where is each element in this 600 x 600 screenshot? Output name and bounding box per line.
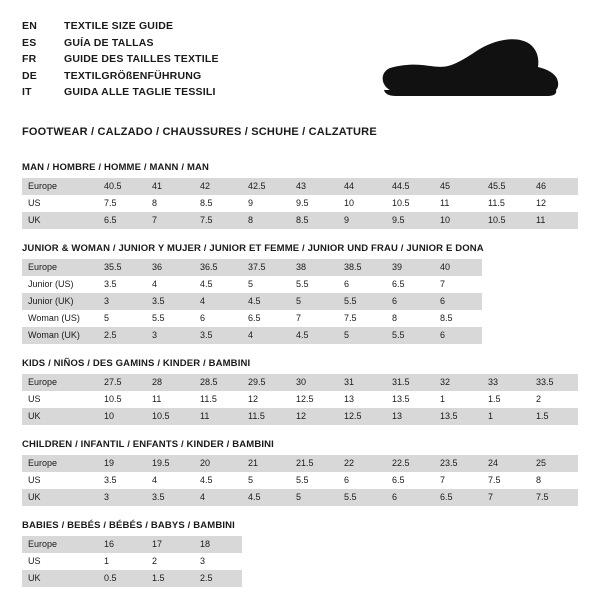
language-guide-title: GUIDA ALLE TAGLIE TESSILI: [64, 86, 216, 98]
row-label: UK: [22, 408, 98, 425]
size-table: [22, 455, 578, 506]
language-code: EN: [22, 20, 37, 32]
size-cell: [290, 536, 338, 553]
row-label: Woman (US): [22, 310, 98, 327]
size-cell: 10: [338, 195, 386, 212]
size-cell: 31: [338, 374, 386, 391]
row-label: US: [22, 195, 98, 212]
size-section-children: [22, 439, 578, 506]
size-cell: 4.5: [290, 327, 338, 344]
size-cell: 44: [338, 178, 386, 195]
table-row: [22, 472, 578, 489]
row-label: Europe: [22, 374, 98, 391]
size-cell: 24: [482, 455, 530, 472]
size-cell: 39: [386, 259, 434, 276]
size-cell: 5: [338, 327, 386, 344]
size-cell: 2: [146, 553, 194, 570]
size-cell: 10: [434, 212, 482, 229]
row-label: Europe: [22, 259, 98, 276]
size-cell: [482, 293, 530, 310]
size-cell: [338, 553, 386, 570]
size-cell: 7.5: [194, 212, 242, 229]
size-cell: [386, 536, 434, 553]
size-cell: 5: [98, 310, 146, 327]
size-cell: 11: [530, 212, 578, 229]
section-title: MAN / HOMBRE / HOMME / MANN / MAN: [22, 162, 210, 173]
size-cell: 3: [98, 489, 146, 506]
size-cell: [482, 310, 530, 327]
size-cell: 45: [434, 178, 482, 195]
size-cell: 27.5: [98, 374, 146, 391]
size-cell: 22.5: [386, 455, 434, 472]
size-cell: 6: [434, 327, 482, 344]
language-row: [22, 68, 219, 85]
size-table: [22, 536, 578, 587]
size-table: [22, 374, 578, 425]
size-cell: 6.5: [98, 212, 146, 229]
size-cell: 16: [98, 536, 146, 553]
page-header: [22, 18, 578, 112]
size-cell: 10.5: [98, 391, 146, 408]
table-row: [22, 536, 578, 553]
size-cell: 2.5: [194, 570, 242, 587]
size-cell: [482, 536, 530, 553]
row-label: US: [22, 472, 98, 489]
size-cell: 6: [386, 489, 434, 506]
size-cell: 1.5: [530, 408, 578, 425]
size-cell: 7.5: [482, 472, 530, 489]
size-cell: 33: [482, 374, 530, 391]
size-cell: [530, 310, 578, 327]
size-cell: 8: [146, 195, 194, 212]
size-cell: 8: [386, 310, 434, 327]
table-row: [22, 553, 578, 570]
size-cell: 41: [146, 178, 194, 195]
language-guide-title: GUÍA DE TALLAS: [64, 36, 154, 49]
size-cell: 31.5: [386, 374, 434, 391]
size-cell: 11.5: [194, 391, 242, 408]
size-cell: 3.5: [194, 327, 242, 344]
size-cell: 6: [338, 472, 386, 489]
size-cell: 29.5: [242, 374, 290, 391]
size-cell: [482, 570, 530, 587]
language-guide-title: TEXTILGRÖßENFÜHRUNG: [64, 69, 202, 82]
size-cell: 4.5: [194, 472, 242, 489]
size-cell: 21: [242, 455, 290, 472]
size-cell: 4: [146, 276, 194, 293]
section-title: BABIES / BEBÉS / BÉBÉS / BABYS / BAMBINI: [22, 520, 235, 531]
size-cell: 8.5: [434, 310, 482, 327]
row-label: Europe: [22, 455, 98, 472]
size-cell: 3.5: [146, 293, 194, 310]
size-cell: 0.5: [98, 570, 146, 587]
language-row: [22, 18, 219, 35]
size-cell: 1.5: [146, 570, 194, 587]
table-row: [22, 212, 578, 229]
size-cell: 3.5: [146, 489, 194, 506]
size-cell: 38.5: [338, 259, 386, 276]
size-cell: [530, 536, 578, 553]
size-cell: 3: [98, 293, 146, 310]
table-row: [22, 178, 578, 195]
size-cell: 7: [434, 276, 482, 293]
size-cell: 9.5: [290, 195, 338, 212]
language-code: DE: [22, 69, 37, 82]
section-title: CHILDREN / INFANTIL / ENFANTS / KINDER / BAMBINI: [22, 439, 274, 450]
size-cell: 18: [194, 536, 242, 553]
row-label: UK: [22, 212, 98, 229]
size-cell: 3.5: [98, 472, 146, 489]
size-cell: 43: [290, 178, 338, 195]
row-label: Europe: [22, 178, 98, 195]
table-row: [22, 259, 578, 276]
size-cell: 37.5: [242, 259, 290, 276]
size-cell: 6.5: [242, 310, 290, 327]
size-cell: 6: [386, 293, 434, 310]
size-cell: 13.5: [386, 391, 434, 408]
row-label: UK: [22, 489, 98, 506]
size-cell: 1: [482, 408, 530, 425]
size-cell: 6: [194, 310, 242, 327]
size-cell: 33.5: [530, 374, 578, 391]
language-row: [22, 84, 219, 101]
size-cell: 25: [530, 455, 578, 472]
size-cell: 4.5: [194, 276, 242, 293]
size-cell: 7: [434, 472, 482, 489]
row-label: Junior (US): [22, 276, 98, 293]
size-cell: 4.5: [242, 489, 290, 506]
size-cell: 5.5: [146, 310, 194, 327]
size-cell: 5.5: [338, 293, 386, 310]
size-cell: 7.5: [530, 489, 578, 506]
size-cell: 38: [290, 259, 338, 276]
size-cell: 4: [242, 327, 290, 344]
language-row: [22, 51, 219, 68]
table-row: [22, 489, 578, 506]
size-cell: 8.5: [290, 212, 338, 229]
size-cell: 5: [290, 489, 338, 506]
size-cell: 28.5: [194, 374, 242, 391]
language-guide-title: GUIDE DES TAILLES TEXTILE: [64, 53, 219, 65]
size-table: [22, 178, 578, 229]
size-cell: 6: [338, 276, 386, 293]
size-cell: 3: [146, 327, 194, 344]
language-code: IT: [22, 86, 32, 98]
size-cell: [290, 570, 338, 587]
size-cell: 12: [530, 195, 578, 212]
size-cell: 4: [194, 293, 242, 310]
size-cell: 10: [98, 408, 146, 425]
size-cell: 7.5: [98, 195, 146, 212]
size-cell: 5: [242, 276, 290, 293]
size-cell: [482, 276, 530, 293]
size-cell: 8: [242, 212, 290, 229]
table-row: [22, 408, 578, 425]
size-cell: 5.5: [290, 276, 338, 293]
size-cell: [530, 570, 578, 587]
size-cell: 46: [530, 178, 578, 195]
size-cell: 8.5: [194, 195, 242, 212]
row-label: US: [22, 391, 98, 408]
dress-shoe-icon: [360, 34, 560, 112]
category-title: FOOTWEAR / CALZADO / CHAUSSURES / SCHUHE / CALZATURE: [22, 126, 377, 138]
size-cell: [530, 293, 578, 310]
section-title: KIDS / NIÑOS / DES GAMINS / KINDER / BAMBINI: [22, 358, 251, 369]
table-row: [22, 276, 578, 293]
size-cell: 5: [242, 472, 290, 489]
table-row: [22, 293, 578, 310]
size-cell: 1.5: [482, 391, 530, 408]
size-cell: 8: [530, 472, 578, 489]
size-cell: 36.5: [194, 259, 242, 276]
size-cell: 1: [98, 553, 146, 570]
size-cell: 5.5: [338, 489, 386, 506]
size-cell: [386, 553, 434, 570]
size-cell: 40: [434, 259, 482, 276]
language-code: FR: [22, 53, 37, 65]
size-cell: [482, 327, 530, 344]
size-section-kids: [22, 358, 578, 425]
size-cell: 10.5: [386, 195, 434, 212]
size-cell: 7: [146, 212, 194, 229]
size-cell: 19: [98, 455, 146, 472]
size-cell: [530, 259, 578, 276]
size-cell: 12: [290, 408, 338, 425]
size-cell: 19.5: [146, 455, 194, 472]
size-cell: 5.5: [290, 472, 338, 489]
size-cell: 28: [146, 374, 194, 391]
size-cell: 9: [338, 212, 386, 229]
size-cell: [530, 276, 578, 293]
size-cell: 11.5: [242, 408, 290, 425]
size-cell: [530, 553, 578, 570]
size-cell: 11: [194, 408, 242, 425]
size-cell: 4.5: [242, 293, 290, 310]
size-cell: 3.5: [98, 276, 146, 293]
size-cell: 9: [242, 195, 290, 212]
size-cell: 5.5: [386, 327, 434, 344]
row-label: Woman (UK): [22, 327, 98, 344]
size-cell: [434, 570, 482, 587]
size-cell: 9.5: [386, 212, 434, 229]
size-cell: 42.5: [242, 178, 290, 195]
size-cell: 2.5: [98, 327, 146, 344]
size-cell: 44.5: [386, 178, 434, 195]
size-section-babies: [22, 520, 578, 587]
size-cell: [434, 553, 482, 570]
language-title-list: [22, 18, 219, 101]
language-guide-title: TEXTILE SIZE GUIDE: [64, 20, 174, 32]
row-label: Junior (UK): [22, 293, 98, 310]
size-cell: [290, 553, 338, 570]
size-cell: 10.5: [482, 212, 530, 229]
row-label: Europe: [22, 536, 98, 553]
size-cell: 13: [338, 391, 386, 408]
section-title: JUNIOR & WOMAN / JUNIOR Y MUJER / JUNIOR ET FEMME / JUNIOR UND FRAU / JUNIOR E DONA: [22, 243, 484, 254]
size-cell: 6.5: [386, 276, 434, 293]
size-cell: 17: [146, 536, 194, 553]
size-section-junior-woman: [22, 243, 578, 344]
size-cell: 10.5: [146, 408, 194, 425]
size-cell: 20: [194, 455, 242, 472]
size-cell: [242, 553, 290, 570]
size-cell: 7: [482, 489, 530, 506]
size-cell: [530, 327, 578, 344]
size-cell: 6.5: [434, 489, 482, 506]
table-row: [22, 570, 578, 587]
size-cell: 7.5: [338, 310, 386, 327]
size-cell: 22: [338, 455, 386, 472]
size-cell: 7: [290, 310, 338, 327]
size-cell: 21.5: [290, 455, 338, 472]
language-code: ES: [22, 36, 37, 49]
table-row: [22, 327, 578, 344]
size-cell: 35.5: [98, 259, 146, 276]
size-cell: [434, 536, 482, 553]
size-cell: 4: [146, 472, 194, 489]
size-cell: 2: [530, 391, 578, 408]
size-section-man: [22, 162, 578, 229]
size-cell: 6: [434, 293, 482, 310]
size-cell: 36: [146, 259, 194, 276]
size-cell: 40.5: [98, 178, 146, 195]
size-cell: [386, 570, 434, 587]
table-row: [22, 374, 578, 391]
size-cell: 30: [290, 374, 338, 391]
size-cell: 45.5: [482, 178, 530, 195]
size-cell: 6.5: [386, 472, 434, 489]
row-label: UK: [22, 570, 98, 587]
size-cell: 13.5: [434, 408, 482, 425]
size-cell: [482, 259, 530, 276]
table-row: [22, 195, 578, 212]
size-cell: 12.5: [290, 391, 338, 408]
size-table: [22, 259, 578, 344]
size-cell: 1: [434, 391, 482, 408]
size-cell: [482, 553, 530, 570]
size-cell: [338, 570, 386, 587]
size-cell: 13: [386, 408, 434, 425]
size-cell: 11: [434, 195, 482, 212]
size-cell: 4: [194, 489, 242, 506]
size-cell: 5: [290, 293, 338, 310]
size-sections: [22, 162, 578, 587]
table-row: [22, 391, 578, 408]
size-cell: 11: [146, 391, 194, 408]
size-cell: [338, 536, 386, 553]
size-cell: 12: [242, 391, 290, 408]
table-row: [22, 455, 578, 472]
size-cell: 3: [194, 553, 242, 570]
size-cell: 23.5: [434, 455, 482, 472]
language-row: [22, 35, 219, 52]
size-cell: 12.5: [338, 408, 386, 425]
size-cell: [242, 570, 290, 587]
size-cell: 11.5: [482, 195, 530, 212]
size-cell: [242, 536, 290, 553]
size-cell: 42: [194, 178, 242, 195]
size-cell: 32: [434, 374, 482, 391]
table-row: [22, 310, 578, 327]
row-label: US: [22, 553, 98, 570]
